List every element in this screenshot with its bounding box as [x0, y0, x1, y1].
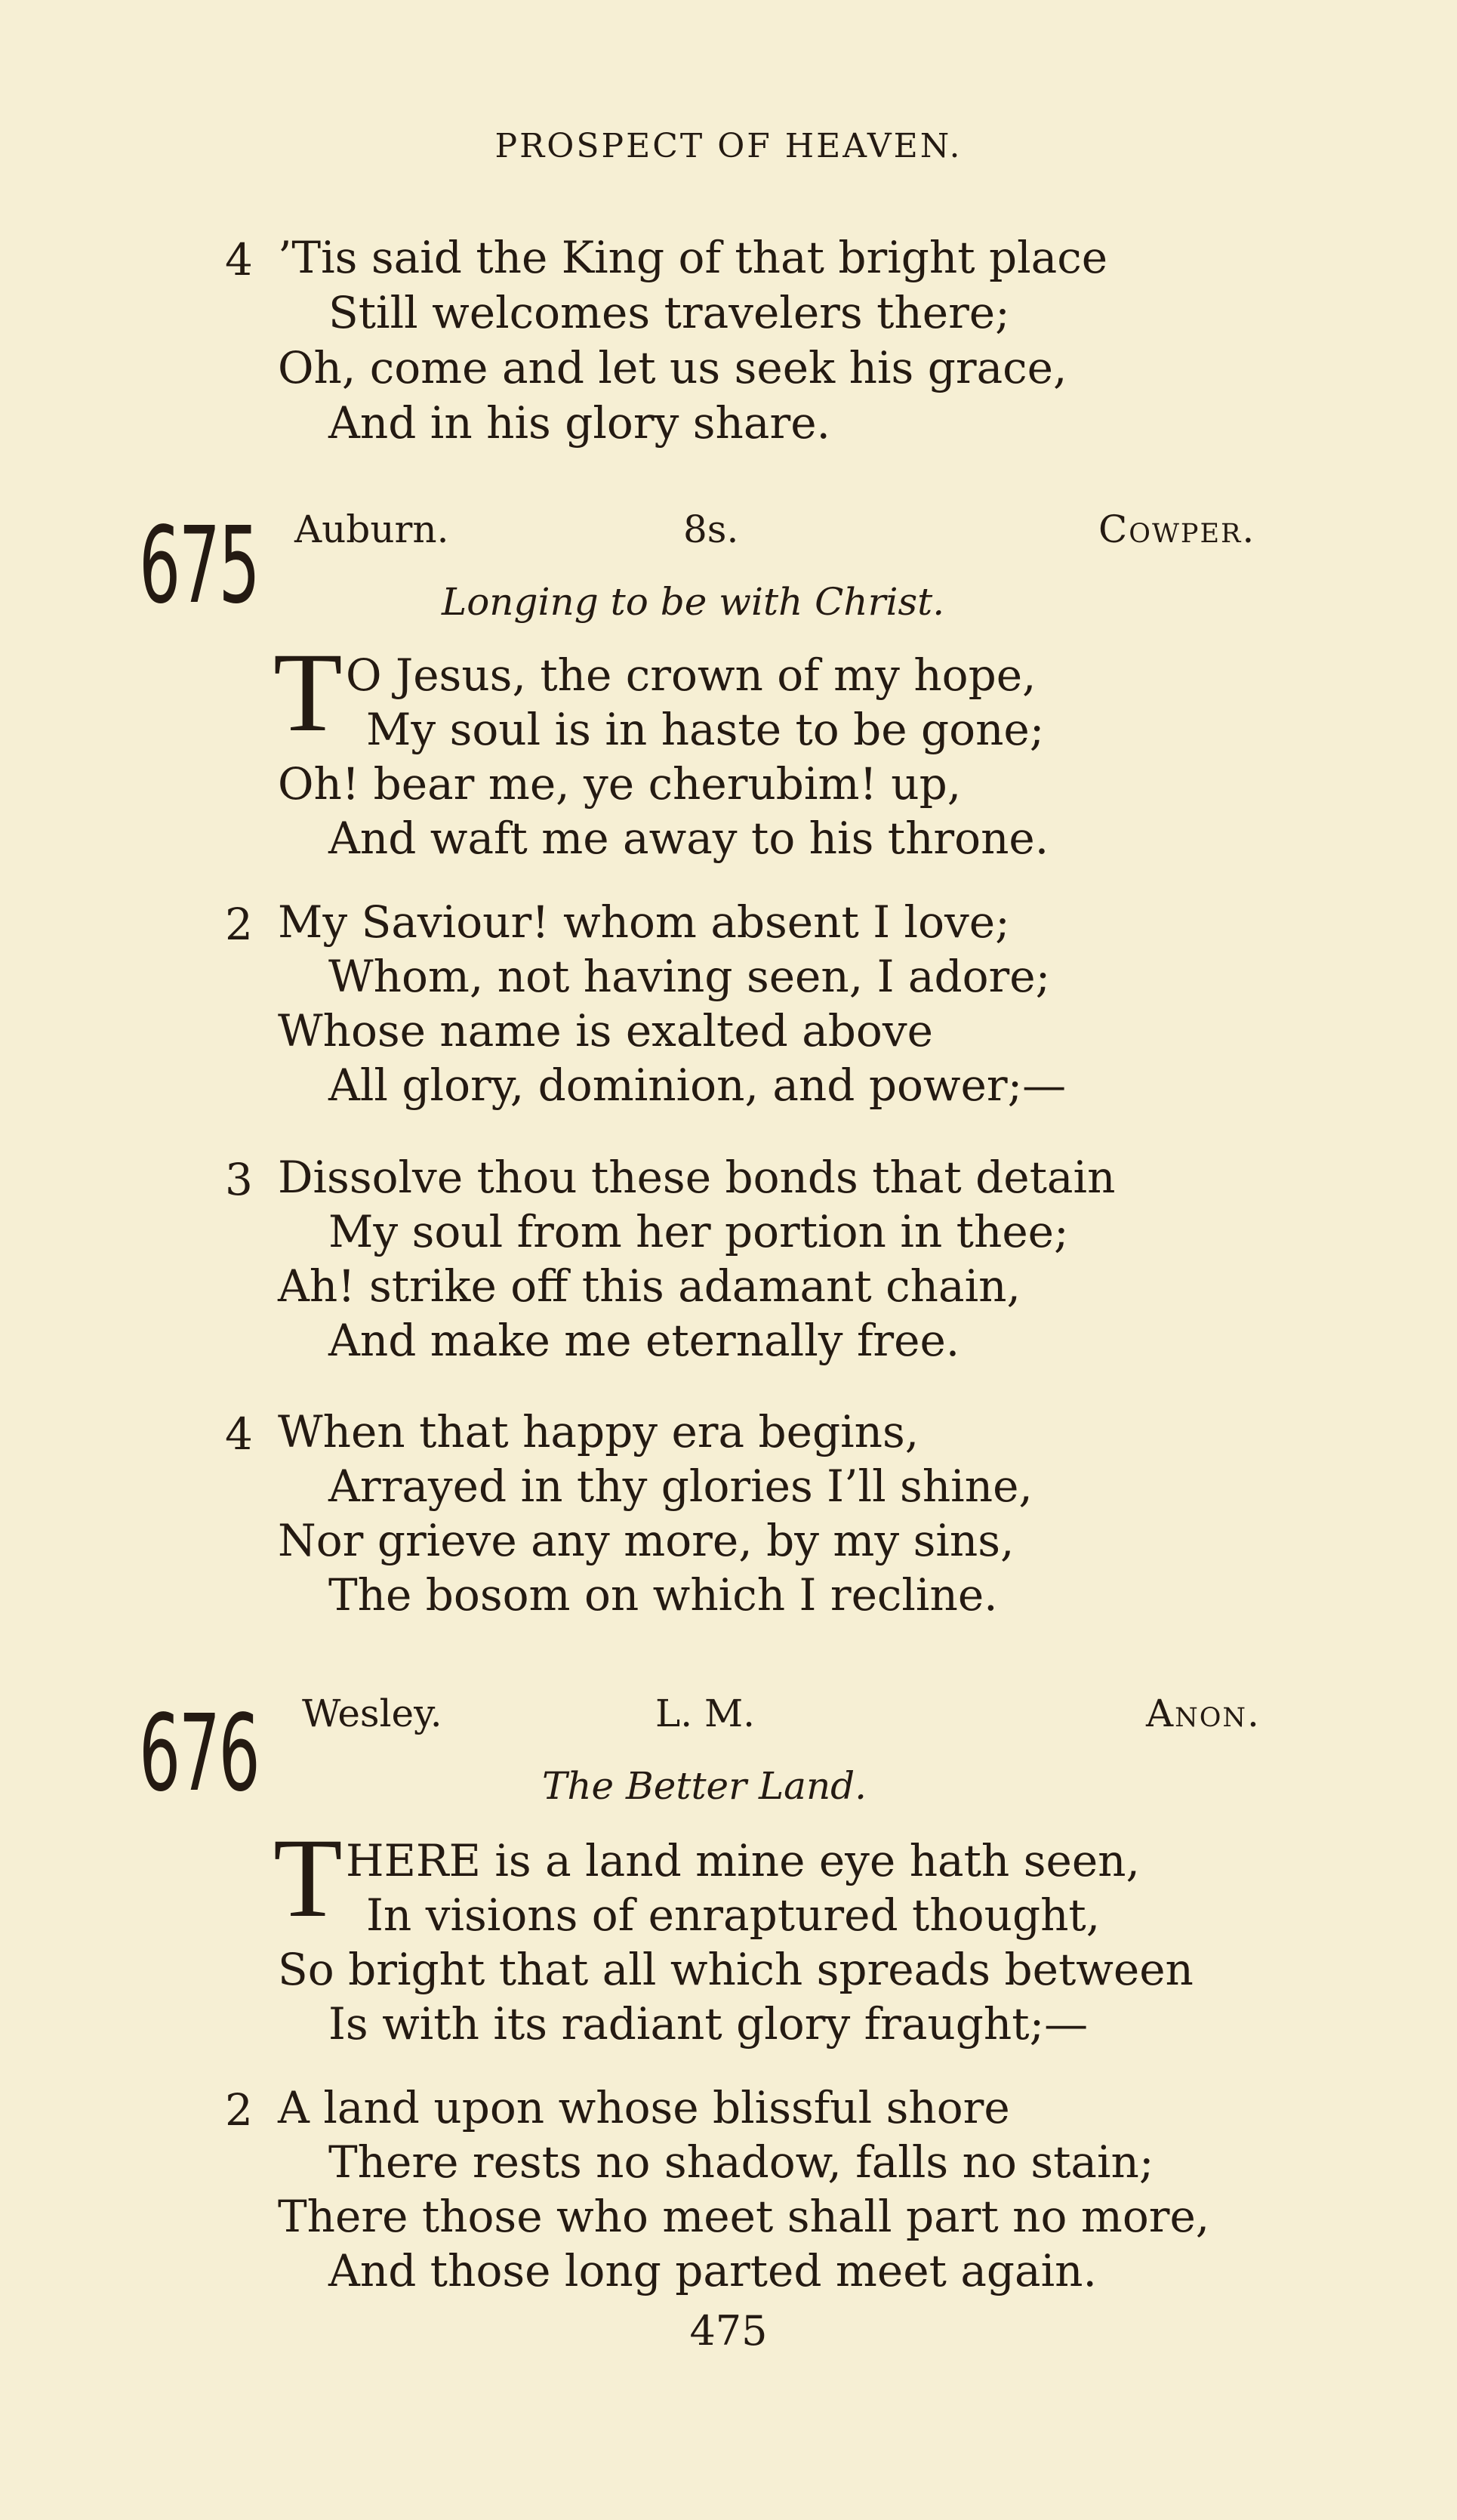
verse-line: Is with its radiant glory fraught;— [328, 1998, 1089, 2050]
verse-line: ’Tis said the King of that bright place [278, 232, 1108, 283]
verse-line: Whom, not having seen, I adore; [328, 951, 1051, 1002]
hymn-title: Longing to be with Christ. [442, 580, 945, 624]
verse-line: Nor grieve any more, by my sins, [278, 1515, 1015, 1566]
meter: L. M. [655, 1692, 756, 1735]
hymn-title: The Better Land. [542, 1764, 867, 1808]
verse-line: In visions of enraptured thought, [366, 1889, 1101, 1941]
running-header: PROSPECT OF HEAVEN. [494, 127, 963, 165]
meter: 8s. [683, 507, 739, 551]
verse-line: Still welcomes travelers there; [328, 287, 1010, 338]
verse-line: There those who meet shall part no more, [278, 2191, 1210, 2242]
verse-line: So bright that all which spreads between [278, 1944, 1194, 1995]
drop-cap: T [273, 1815, 343, 1941]
verse-line: And in his glory share. [328, 397, 830, 449]
verse-number: 2 [225, 2084, 253, 2136]
verse-line: A land upon whose blissful shore [278, 2082, 1010, 2133]
verse-line: And make me eternally free. [328, 1315, 960, 1366]
verse-line: And those long parted meet again. [328, 2245, 1097, 2296]
page-number: 475 [689, 2307, 768, 2355]
verse-line: When that happy era begins, [278, 1406, 919, 1457]
verse-line: O Jesus, the crown of my hope, [346, 649, 1037, 701]
verse-line: Oh! bear me, ye cherubim! up, [278, 758, 962, 810]
verse-line: There rests no shadow, falls no stain; [328, 2136, 1154, 2188]
verse-line: And waft me away to his throne. [328, 813, 1049, 864]
verse-line: My soul is in haste to be gone; [366, 704, 1045, 755]
verse-line: My Saviour! whom absent I love; [278, 896, 1010, 948]
author: Cowper. [1098, 507, 1256, 551]
tune-name: Auburn. [294, 507, 449, 551]
verse-line: All glory, dominion, and power;— [328, 1060, 1067, 1111]
drop-cap: T [273, 630, 343, 755]
verse-line: Oh, come and let us seek his grace, [278, 342, 1067, 393]
verse-line: Whose name is exalted above [278, 1005, 933, 1056]
verse-number: 4 [225, 234, 253, 285]
verse-line: HERE is a land mine eye hath seen, [346, 1835, 1140, 1886]
verse-line: Dissolve thou these bonds that detain [278, 1152, 1116, 1203]
verse-number: 2 [225, 899, 253, 950]
verse-line: The bosom on which I recline. [328, 1569, 998, 1621]
hymn-number: 675 [139, 504, 259, 628]
verse-number: 4 [225, 1408, 253, 1460]
hymn-number: 676 [139, 1692, 259, 1815]
author: Anon. [1146, 1692, 1261, 1735]
verse-number: 3 [225, 1154, 253, 1205]
verse-line: My soul from her portion in thee; [328, 1206, 1069, 1257]
verse-line: Arrayed in thy glories I’ll shine, [328, 1460, 1033, 1512]
tune-name: Wesley. [302, 1692, 442, 1735]
verse-line: Ah! strike off this adamant chain, [278, 1260, 1021, 1312]
